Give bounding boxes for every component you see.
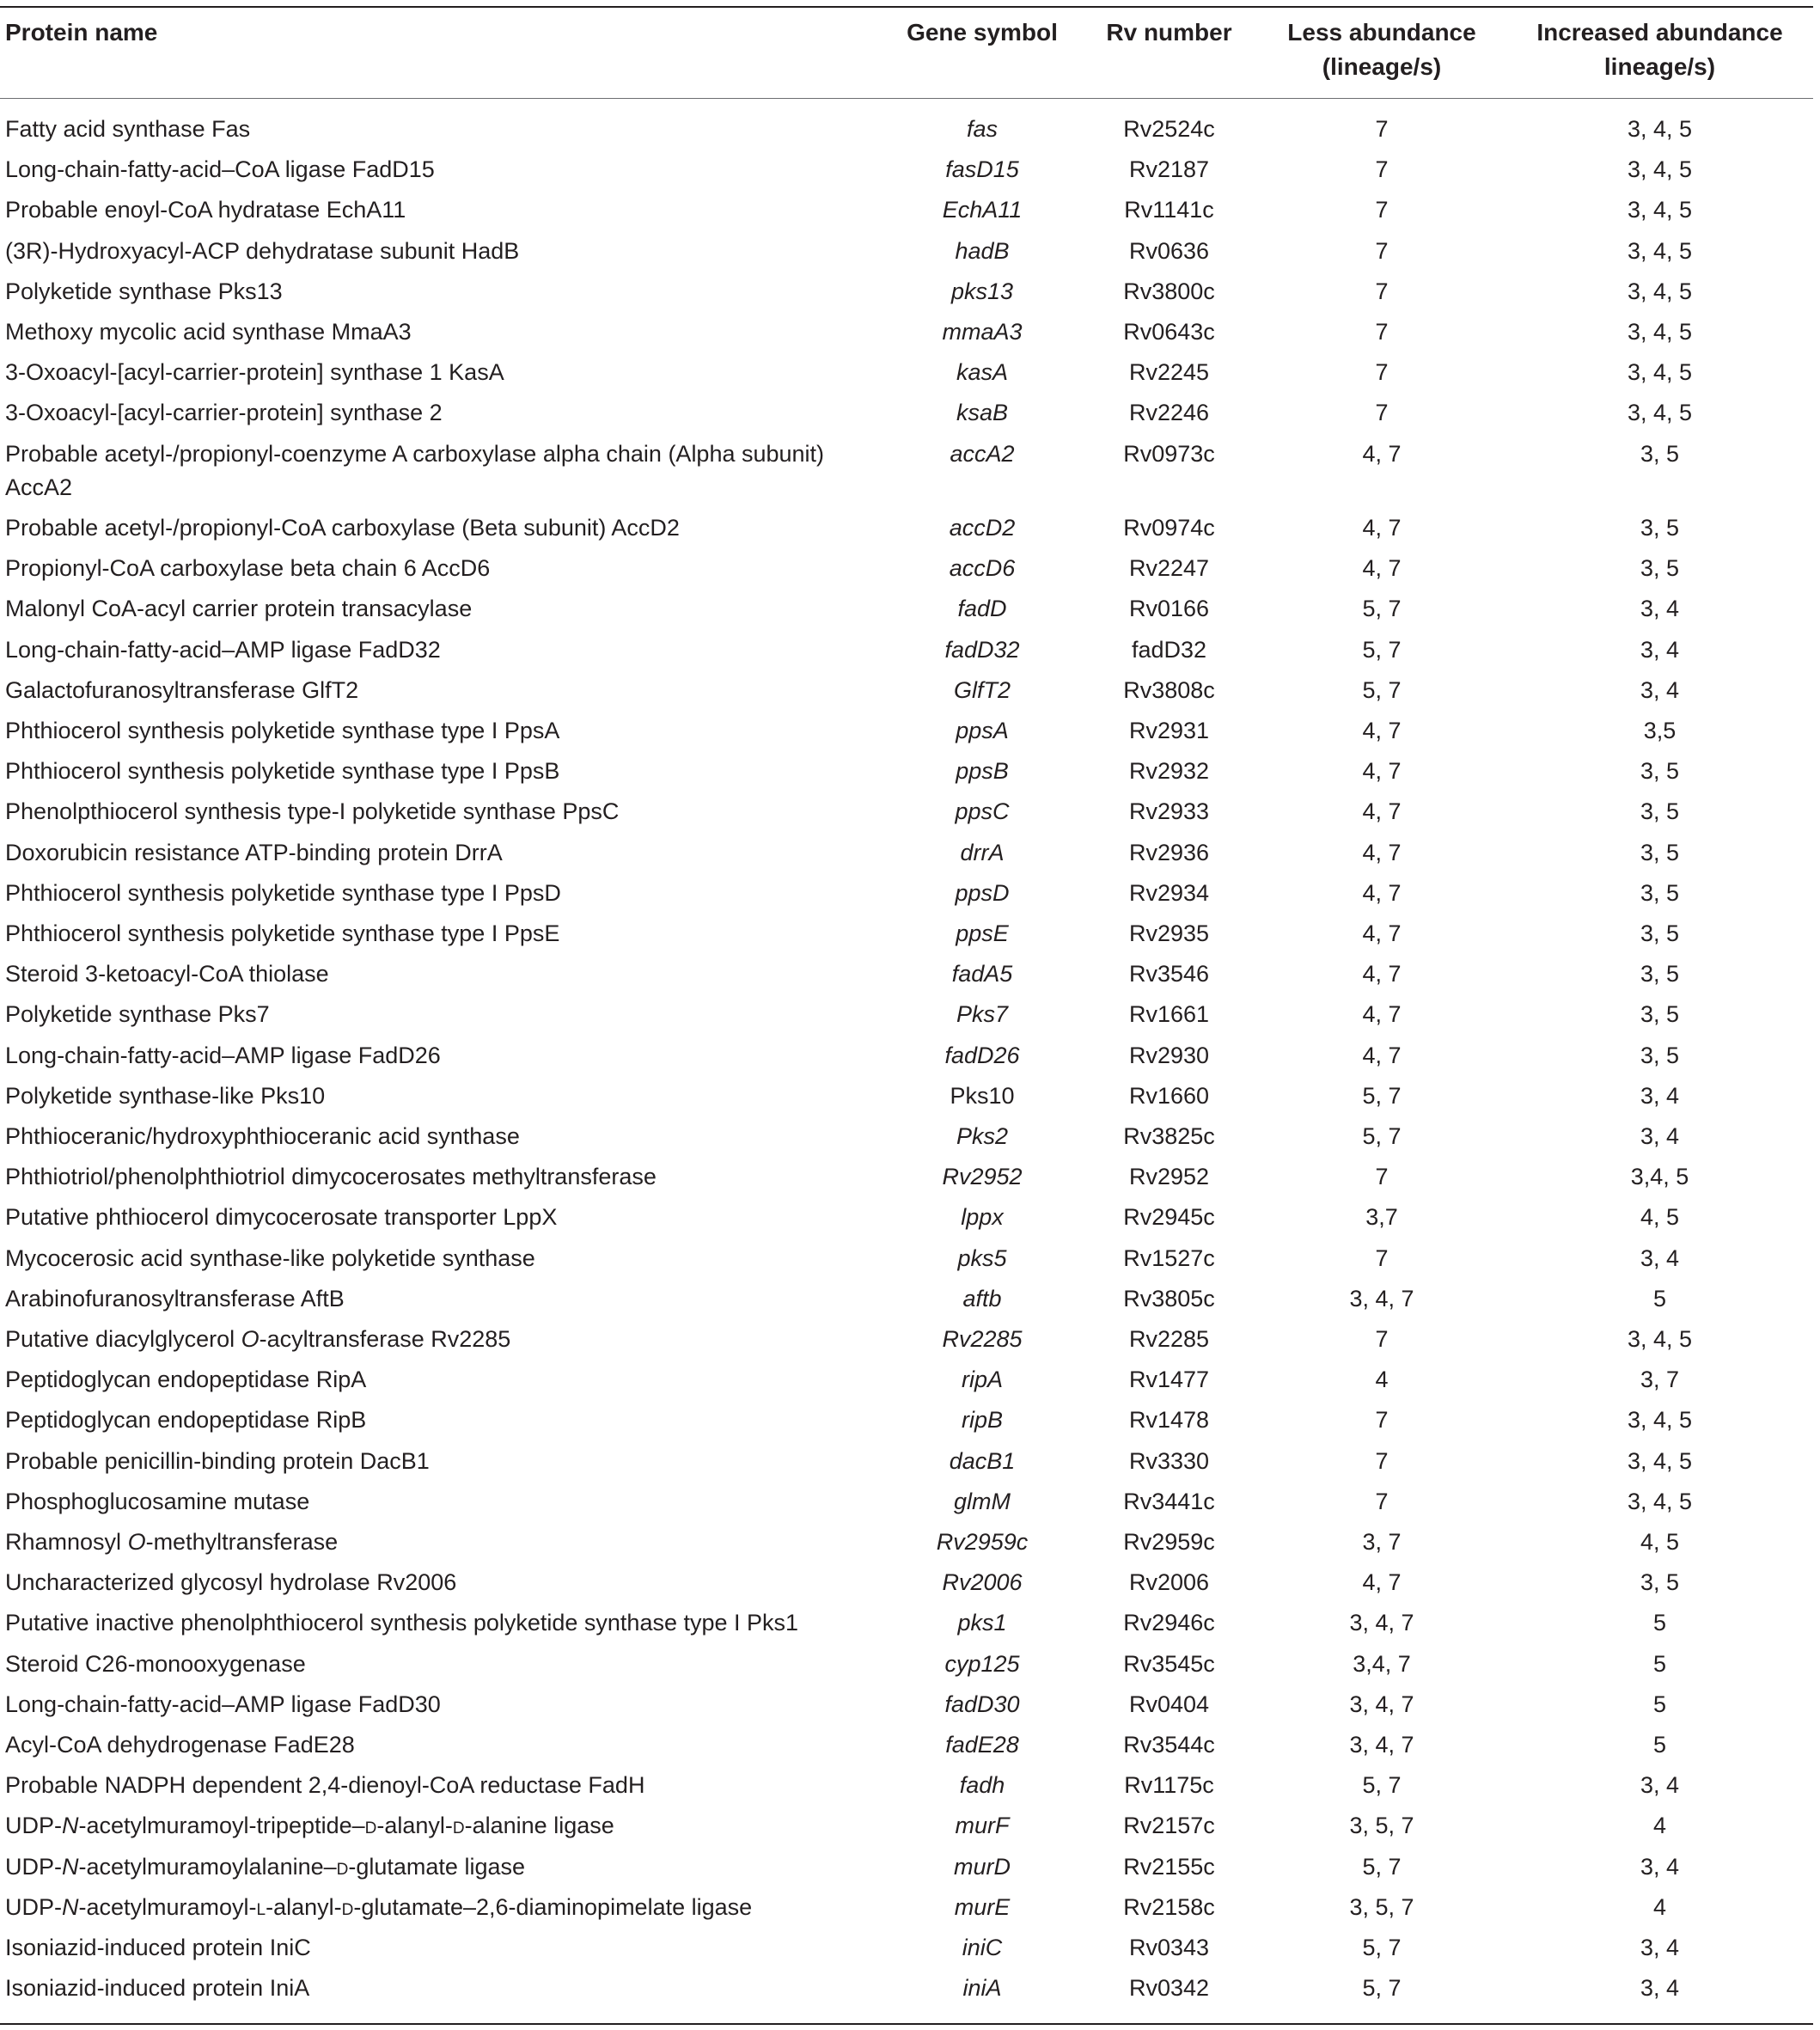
rv-number-cell: Rv0636 [1128, 237, 1210, 264]
increased-abundance-cell: 3,5 [1643, 718, 1676, 743]
gene-symbol-cell: glmM [954, 1488, 1011, 1514]
increased-abundance-cell: 5 [1652, 1691, 1667, 1717]
less-abundance-cell: 7 [1375, 278, 1389, 304]
protein-name-cell: Probable penicillin-binding protein DacB1 [5, 1447, 430, 1474]
gene-symbol-cell: Pks2 [956, 1123, 1009, 1149]
protein-name-cell: UDP-N-acetylmuramoylalanine–d-glutamate ligase [5, 1853, 525, 1880]
rv-number-cell: Rv3544c [1123, 1732, 1215, 1758]
gene-symbol-cell: aftb [962, 1285, 1002, 1312]
less-abundance-cell: 3, 5, 7 [1349, 1813, 1414, 1839]
rv-number-cell: Rv2934 [1128, 879, 1210, 906]
gene-symbol-cell: fasD15 [945, 156, 1019, 183]
rv-number-cell: Rv0166 [1128, 596, 1210, 622]
rv-number-cell: Rv2006 [1128, 1569, 1210, 1596]
increased-abundance-cell: 3, 4, 5 [1627, 197, 1693, 223]
protein-name-cell: Arabinofuranosyltransferase AftB [5, 1285, 345, 1312]
rv-number-cell: Rv2936 [1128, 839, 1210, 865]
gene-symbol-cell: Pks7 [956, 1001, 1009, 1028]
rv-number-cell: Rv3825c [1123, 1123, 1215, 1149]
gene-symbol-cell: fadD [957, 596, 1007, 622]
less-abundance-cell: 3,7 [1365, 1204, 1398, 1231]
gene-symbol-cell: hadB [955, 237, 1010, 264]
rv-number-cell: Rv1175c [1124, 1772, 1214, 1799]
increased-abundance-cell: 3, 4 [1640, 1082, 1680, 1109]
increased-abundance-cell: 3, 4 [1640, 1935, 1680, 1960]
rv-number-cell: Rv2158c [1123, 1893, 1215, 1920]
gene-symbol-cell: GlfT2 [953, 676, 1011, 703]
increased-abundance-cell: 3, 4, 5 [1627, 359, 1693, 386]
protein-name-cell: Long-chain-fatty-acid–CoA ligase FadD15 [5, 156, 435, 183]
increased-abundance-cell: 3, 4 [1640, 676, 1680, 703]
gene-symbol-cell: ripA [961, 1367, 1003, 1393]
gene-symbol-cell: ripB [961, 1407, 1003, 1434]
rv-number-cell: Rv0404 [1128, 1691, 1210, 1717]
protein-name-cell: Malonyl CoA-acyl carrier protein transacylase [5, 596, 473, 622]
increased-abundance-cell: 5 [1652, 1610, 1667, 1636]
less-abundance-cell: 4, 7 [1362, 1042, 1402, 1068]
rv-number-cell: Rv2931 [1128, 718, 1210, 743]
increased-abundance-cell: 3, 5 [1640, 515, 1680, 541]
increased-abundance-cell: 3, 4, 5 [1627, 319, 1693, 345]
protein-name-cell: Polyketide synthase Pks7 [5, 1001, 270, 1028]
rv-number-cell: Rv2247 [1128, 555, 1210, 582]
increased-abundance-cell: 3, 5 [1640, 1569, 1680, 1596]
less-abundance-cell: 5, 7 [1362, 596, 1402, 622]
protein-name-cell: Phthiocerol synthesis polyketide synthase type I PpsE [5, 920, 560, 946]
rv-number-cell: Rv1661 [1128, 1001, 1210, 1028]
protein-name-cell: Phthiotriol/phenolphthiotriol dimycocerosates methyltransferase [5, 1164, 657, 1190]
rv-number-cell: Rv2187 [1128, 156, 1210, 183]
rv-number-cell: Rv0342 [1128, 1975, 1210, 2002]
rv-number-cell: Rv2246 [1128, 400, 1210, 426]
gene-symbol-cell: accD2 [949, 515, 1016, 541]
gene-symbol-cell: fadD26 [944, 1042, 1020, 1068]
less-abundance-cell: 3, 5, 7 [1349, 1893, 1414, 1920]
gene-symbol-cell: ppsC [955, 798, 1010, 825]
gene-symbol-cell: fadh [959, 1772, 1005, 1799]
protein-name-cell: Putative inactive phenolphthiocerol synthesis polyketide synthase type I Pks1 [5, 1610, 799, 1636]
protein-name-cell: Phthiocerol synthesis polyketide synthase type I PpsA [5, 718, 560, 743]
rv-number-cell: Rv2157c [1123, 1813, 1215, 1839]
protein-name-cell: (3R)-Hydroxyacyl-ACP dehydratase subunit HadB [5, 237, 520, 264]
protein-name-cell: Uncharacterized glycosyl hydrolase Rv2006 [5, 1569, 457, 1596]
increased-abundance-cell: 3, 4 [1640, 596, 1680, 622]
less-abundance-cell: 4, 7 [1362, 879, 1402, 906]
increased-abundance-cell: 3, 5 [1640, 798, 1680, 825]
gene-symbol-cell: fas [966, 116, 999, 142]
protein-name-cell: Long-chain-fatty-acid–AMP ligase FadD32 [5, 636, 441, 663]
gene-symbol-cell: Rv2006 [942, 1569, 1023, 1596]
rv-number-cell: Rv3330 [1128, 1447, 1210, 1474]
increased-abundance-cell: 3, 4 [1640, 1975, 1680, 2002]
less-abundance-cell: 3, 4, 7 [1349, 1732, 1414, 1758]
less-abundance-cell: 4, 7 [1362, 920, 1402, 946]
gene-symbol-cell: kasA [956, 359, 1009, 386]
increased-abundance-cell: 3, 4 [1640, 1244, 1680, 1271]
less-abundance-cell: 3, 4, 7 [1349, 1691, 1414, 1717]
protein-name-cell: Propionyl-CoA carboxylase beta chain 6 AccD6 [5, 555, 491, 582]
less-abundance-cell: 5, 7 [1362, 1123, 1402, 1149]
increased-abundance-cell: 3, 4 [1640, 1123, 1680, 1149]
table-top-rule [0, 6, 1813, 8]
less-abundance-cell: 3, 4, 7 [1349, 1285, 1414, 1312]
protein-name-cell: 3-Oxoacyl-[acyl-carrier-protein] synthase 2 [5, 400, 443, 426]
less-abundance-cell: 5, 7 [1362, 1853, 1402, 1880]
less-abundance-cell: 7 [1375, 1164, 1389, 1190]
increased-abundance-cell: 3, 5 [1640, 961, 1680, 987]
protein-name-cell: Probable acetyl-/propionyl-CoA carboxylase (Beta subunit) AccD2 [5, 515, 680, 541]
gene-symbol-cell: Rv2959c [936, 1529, 1029, 1555]
increased-abundance-cell: 3, 7 [1640, 1367, 1680, 1393]
gene-symbol-cell: murF [955, 1813, 1010, 1839]
less-abundance-cell: 4 [1375, 1367, 1389, 1393]
rv-number-cell: Rv3546 [1128, 961, 1210, 987]
less-abundance-cell: 4, 7 [1362, 440, 1402, 467]
increased-abundance-cell: 3, 4 [1640, 1853, 1680, 1880]
less-abundance-cell: 7 [1375, 359, 1389, 386]
gene-symbol-cell: lppx [961, 1204, 1004, 1231]
less-abundance-cell: 3,4, 7 [1353, 1650, 1411, 1677]
rv-number-cell: Rv2285 [1128, 1326, 1210, 1352]
protein-name-cell: Peptidoglycan endopeptidase RipA [5, 1367, 367, 1393]
increased-abundance-cell: 4 [1652, 1813, 1667, 1839]
increased-abundance-cell: 3, 5 [1640, 1042, 1680, 1068]
rv-number-cell: Rv0973c [1123, 440, 1215, 467]
protein-name-cell: Long-chain-fatty-acid–AMP ligase FadD30 [5, 1691, 441, 1717]
less-abundance-cell: 5, 7 [1362, 1935, 1402, 1960]
gene-symbol-cell: EchA11 [942, 197, 1023, 223]
increased-abundance-cell: 3, 5 [1640, 555, 1680, 582]
less-abundance-cell: 7 [1375, 1488, 1389, 1514]
increased-abundance-cell: 3, 4 [1640, 1772, 1680, 1799]
less-abundance-cell: 3, 7 [1362, 1529, 1402, 1555]
header-gene-symbol: Gene symbol [907, 19, 1058, 46]
rv-number-cell: Rv2245 [1128, 359, 1210, 386]
protein-name-cell: Phosphoglucosamine mutase [5, 1488, 310, 1514]
gene-symbol-cell: murE [954, 1893, 1011, 1920]
increased-abundance-cell: 3, 4, 5 [1627, 1326, 1693, 1352]
header-protein-name: Protein name [5, 19, 158, 46]
protein-name-cell: UDP-N-acetylmuramoyl-l-alanyl-d-glutamate–2,6-diaminopimelate ligase [5, 1893, 753, 1920]
less-abundance-cell: 4, 7 [1362, 961, 1402, 987]
less-abundance-cell: 7 [1375, 1447, 1389, 1474]
less-abundance-cell: 7 [1375, 156, 1389, 183]
gene-symbol-cell: murD [954, 1853, 1011, 1880]
less-abundance-cell: 7 [1375, 400, 1389, 426]
rv-number-cell: Rv0974c [1123, 515, 1215, 541]
less-abundance-cell: 4, 7 [1362, 798, 1402, 825]
gene-symbol-cell: accA2 [950, 440, 1015, 467]
protein-name-cell: Steroid 3-ketoacyl-CoA thiolase [5, 961, 329, 987]
rv-number-cell: Rv3441c [1123, 1488, 1215, 1514]
less-abundance-cell: 5, 7 [1362, 636, 1402, 663]
gene-symbol-cell: Rv2285 [942, 1326, 1023, 1352]
gene-symbol-cell: ppsD [955, 879, 1010, 906]
less-abundance-cell: 7 [1375, 1326, 1389, 1352]
rv-number-cell: Rv0343 [1128, 1935, 1210, 1960]
protein-name-cell: Acyl-CoA dehydrogenase FadE28 [5, 1732, 355, 1758]
increased-abundance-cell: 5 [1652, 1650, 1667, 1677]
increased-abundance-cell: 3, 4, 5 [1627, 116, 1693, 142]
less-abundance-cell: 4, 7 [1362, 1569, 1402, 1596]
rv-number-cell: Rv2959c [1123, 1529, 1215, 1555]
header-rv-number: Rv number [1106, 19, 1232, 46]
protein-name-cell: Peptidoglycan endopeptidase RipB [5, 1407, 367, 1434]
less-abundance-cell: 5, 7 [1362, 1082, 1402, 1109]
protein-name-cell: Probable enoyl-CoA hydratase EchA11 [5, 197, 406, 223]
increased-abundance-cell: 5 [1652, 1285, 1667, 1312]
protein-name-cell: Putative diacylglycerol O-acyltransferase Rv2285 [5, 1326, 511, 1352]
increased-abundance-cell: 4 [1652, 1893, 1667, 1920]
rv-number-cell: Rv1527c [1123, 1244, 1215, 1271]
increased-abundance-cell: 3, 4, 5 [1627, 1488, 1693, 1514]
rv-number-cell: Rv2933 [1128, 798, 1210, 825]
table-bottom-rule [0, 2023, 1813, 2025]
protein-name-cell: Doxorubicin resistance ATP-binding protein DrrA [5, 839, 503, 865]
gene-symbol-cell: pks5 [957, 1244, 1007, 1271]
less-abundance-cell: 4, 7 [1362, 758, 1402, 785]
increased-abundance-cell: 4, 5 [1640, 1204, 1680, 1231]
increased-abundance-cell: 3, 5 [1640, 440, 1680, 467]
protein-name-cell: Phthiocerol synthesis polyketide synthase type I PpsB [5, 758, 560, 785]
rv-number-cell: Rv2946c [1123, 1610, 1215, 1636]
increased-abundance-cell: 3, 4 [1640, 636, 1680, 663]
less-abundance-cell: 7 [1375, 1407, 1389, 1434]
less-abundance-cell: 7 [1375, 116, 1389, 142]
less-abundance-cell: 4, 7 [1362, 839, 1402, 865]
rv-number-cell: Rv1141c [1124, 197, 1214, 223]
gene-symbol-cell: ppsE [956, 920, 1009, 946]
gene-symbol-cell: pks13 [950, 278, 1014, 304]
rv-number-cell: Rv2932 [1128, 758, 1210, 785]
less-abundance-cell: 4, 7 [1362, 515, 1402, 541]
header-less-abundance: Less abundance (lineage/s) [1287, 19, 1476, 80]
header-increased-abundance: Increased abundance lineage/s) [1536, 19, 1783, 80]
protein-name-cell: Galactofuranosyltransferase GlfT2 [5, 676, 359, 703]
protein-name-cell: Fatty acid synthase Fas [5, 116, 251, 142]
less-abundance-cell: 4, 7 [1362, 1001, 1402, 1028]
protein-name-cell: Methoxy mycolic acid synthase MmaA3 [5, 319, 412, 345]
protein-name-cell: Polyketide synthase Pks13 [5, 278, 283, 304]
less-abundance-cell: 7 [1375, 197, 1389, 223]
increased-abundance-cell: 3, 4, 5 [1627, 278, 1693, 304]
rv-number-cell: Rv1660 [1128, 1082, 1210, 1109]
gene-symbol-cell: iniA [962, 1975, 1002, 2002]
gene-symbol-cell: fadA5 [951, 961, 1013, 987]
gene-symbol-cell: ppsB [956, 758, 1009, 785]
less-abundance-cell: 4, 7 [1362, 555, 1402, 582]
gene-symbol-cell: Pks10 [950, 1082, 1015, 1109]
rv-number-cell: Rv1478 [1128, 1407, 1210, 1434]
rv-number-cell: Rv3808c [1123, 676, 1215, 703]
rv-number-cell: Rv3800c [1123, 278, 1215, 304]
less-abundance-cell: 7 [1375, 319, 1389, 345]
increased-abundance-cell: 3, 5 [1640, 920, 1680, 946]
less-abundance-cell: 4, 7 [1362, 718, 1402, 743]
protein-name-cell: Long-chain-fatty-acid–AMP ligase FadD26 [5, 1042, 441, 1068]
rv-number-cell: Rv1477 [1128, 1367, 1210, 1393]
gene-symbol-cell: cyp125 [944, 1650, 1020, 1677]
gene-symbol-cell: dacB1 [949, 1447, 1016, 1474]
increased-abundance-cell: 3, 4, 5 [1627, 1447, 1693, 1474]
gene-symbol-cell: iniC [962, 1935, 1003, 1960]
gene-symbol-cell: pks1 [957, 1610, 1007, 1636]
protein-name-cell: Probable NADPH dependent 2,4-dienoyl-CoA reductase FadH [5, 1772, 645, 1799]
gene-symbol-cell: accD6 [949, 555, 1016, 582]
increased-abundance-cell: 3,4, 5 [1630, 1164, 1689, 1190]
increased-abundance-cell: 3, 5 [1640, 839, 1680, 865]
increased-abundance-cell: 4, 5 [1640, 1529, 1680, 1555]
rv-number-cell: Rv3545c [1123, 1650, 1215, 1677]
gene-symbol-cell: drrA [960, 839, 1005, 865]
increased-abundance-cell: 3, 4, 5 [1627, 156, 1693, 183]
protein-name-cell: Phthioceranic/hydroxyphthioceranic acid synthase [5, 1123, 520, 1149]
gene-symbol-cell: ksaB [956, 400, 1009, 426]
rv-number-cell: Rv2952 [1128, 1164, 1210, 1190]
gene-symbol-cell: mmaA3 [942, 319, 1023, 345]
rv-number-cell: Rv2524c [1123, 116, 1215, 142]
protein-name-cell: Phthiocerol synthesis polyketide synthase type I PpsD [5, 879, 561, 906]
increased-abundance-cell: 3, 5 [1640, 758, 1680, 785]
less-abundance-cell: 5, 7 [1362, 676, 1402, 703]
protein-name-cell: Polyketide synthase-like Pks10 [5, 1082, 326, 1109]
less-abundance-cell: 5, 7 [1362, 1975, 1402, 2002]
gene-symbol-cell: Rv2952 [942, 1164, 1023, 1190]
less-abundance-cell: 7 [1375, 1244, 1389, 1271]
protein-name-cell: Isoniazid-induced protein IniA [5, 1975, 310, 2002]
increased-abundance-cell: 3, 5 [1640, 879, 1680, 906]
header-divider-rule [0, 98, 1813, 99]
rv-number-cell: Rv3805c [1123, 1285, 1215, 1312]
protein-name-cell: Phenolpthiocerol synthesis type-I polyketide synthase PpsC [5, 798, 620, 825]
less-abundance-cell: 7 [1375, 237, 1389, 264]
rv-number-cell: Rv2155c [1123, 1853, 1215, 1880]
less-abundance-cell: 3, 4, 7 [1349, 1610, 1414, 1636]
rv-number-cell: Rv2930 [1128, 1042, 1210, 1068]
rv-number-cell: fadD32 [1131, 636, 1207, 663]
increased-abundance-cell: 3, 4, 5 [1627, 1407, 1693, 1434]
protein-name-cell: Putative phthiocerol dimycocerosate transporter LppX [5, 1204, 558, 1231]
gene-symbol-cell: fadD32 [944, 636, 1020, 663]
protein-name-cell: Probable acetyl-/propionyl-coenzyme A carboxylase alpha chain (Alpha subunit) AccA2 [5, 440, 825, 500]
gene-symbol-cell: fadD30 [944, 1691, 1020, 1717]
gene-symbol-cell: ppsA [956, 718, 1009, 743]
increased-abundance-cell: 3, 5 [1640, 1001, 1680, 1028]
increased-abundance-cell: 3, 4, 5 [1627, 400, 1693, 426]
rv-number-cell: Rv2945c [1123, 1204, 1215, 1231]
protein-name-cell: UDP-N-acetylmuramoyl-tripeptide–d-alanyl-d-alanine ligase [5, 1813, 614, 1839]
gene-symbol-cell: fadE28 [945, 1732, 1019, 1758]
rv-number-cell: Rv2935 [1128, 920, 1210, 946]
protein-name-cell: 3-Oxoacyl-[acyl-carrier-protein] synthase 1 KasA [5, 359, 504, 386]
protein-name-cell: Mycocerosic acid synthase-like polyketide synthase [5, 1244, 535, 1271]
protein-name-cell: Rhamnosyl O-methyltransferase [5, 1529, 339, 1555]
less-abundance-cell: 5, 7 [1362, 1772, 1402, 1799]
protein-name-cell: Steroid C26-monooxygenase [5, 1650, 306, 1677]
rv-number-cell: Rv0643c [1123, 319, 1215, 345]
increased-abundance-cell: 3, 4, 5 [1627, 237, 1693, 264]
protein-name-cell: Isoniazid-induced protein IniC [5, 1935, 311, 1960]
increased-abundance-cell: 5 [1652, 1732, 1667, 1758]
